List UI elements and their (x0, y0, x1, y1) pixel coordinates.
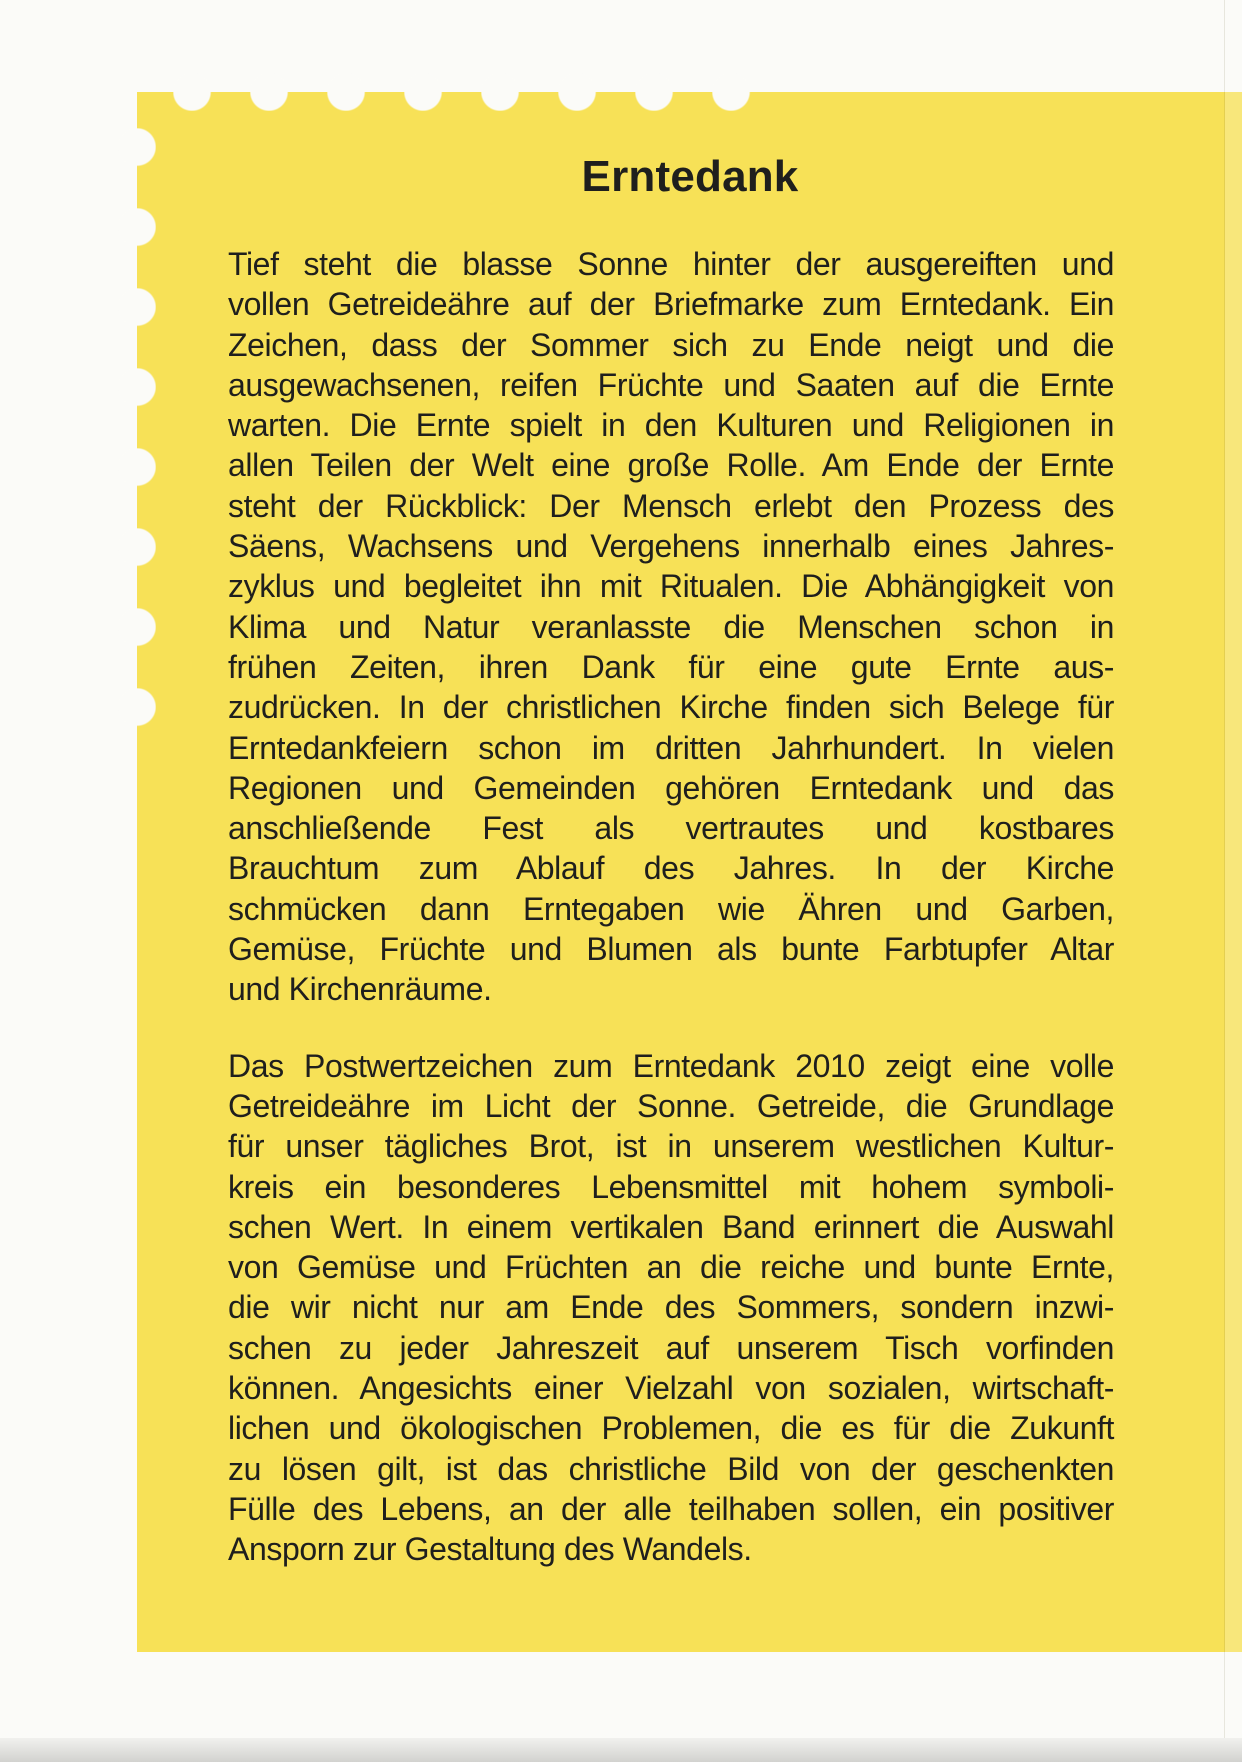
text-line: lichen und ökologischen Problemen, die es für die Zukunft (228, 1410, 1114, 1447)
text-line: allen Teilen der Welt eine große Rolle. Am Ende der Ernte (228, 447, 1114, 484)
text-line: ausgewachsenen, reifen Früchte und Saaten auf die Ernte (228, 366, 1114, 403)
text-line: können. Angesichts einer Vielzahl von sozialen, wirtschaft- (228, 1370, 1114, 1407)
page-edge-line (1224, 0, 1225, 1762)
text-line: Gemüse, Früchte und Blumen als bunte Farbtupfer Altar (228, 931, 1114, 968)
text-line: schen Wert. In einem vertikalen Band erinnert die Auswahl (228, 1208, 1114, 1245)
page-title: Erntedank (581, 152, 799, 201)
text-line: Brauchtum zum Ablauf des Jahres. In der Kirche (228, 850, 1114, 887)
text-line: Erntedankfeiern schon im dritten Jahrhundert. In vielen (228, 729, 1114, 766)
text-line: und Kirchenräume. (228, 971, 492, 1008)
scan-bottom-shade (0, 1738, 1242, 1762)
text-line: Das Postwertzeichen zum Erntedank 2010 zeigt eine volle (228, 1047, 1114, 1084)
text-line: anschließende Fest als vertrautes und kostbares (228, 810, 1114, 847)
text-line: vollen Getreideähre auf der Briefmarke zum Erntedank. Ein (228, 286, 1114, 323)
text-line: warten. Die Ernte spielt in den Kulturen und Religionen in (228, 407, 1114, 444)
paragraph-1 (228, 244, 1114, 1010)
text-line: steht der Rückblick: Der Mensch erlebt den Prozess des (228, 487, 1114, 524)
paragraph-2 (228, 1046, 1114, 1570)
text-line: Ansporn zur Gestaltung des Wandels. (228, 1531, 752, 1568)
body-text (228, 244, 1114, 1570)
text-line: kreis ein besonderes Lebensmittel mit hohem symboli- (228, 1168, 1114, 1205)
stamp-perforation-left (118, 128, 156, 768)
text-line: Tief steht die blasse Sonne hinter der ausgereiften und (228, 246, 1114, 282)
text-line: zyklus und begleitet ihn mit Ritualen. Die Abhängigkeit von (228, 568, 1114, 605)
text-line: zudrücken. In der christlichen Kirche finden sich Belege für (228, 689, 1114, 726)
text-line: Zeichen, dass der Sommer sich zu Ende neigt und die (228, 326, 1114, 363)
text-line: für unser tägliches Brot, ist in unserem westlichen Kultur- (228, 1128, 1114, 1165)
text-line: Regionen und Gemeinden gehören Erntedank und das (228, 769, 1114, 806)
text-line: Säens, Wachsens und Vergehens innerhalb eines Jahres- (228, 528, 1114, 565)
text-line: Klima und Natur veranlasste die Menschen schon in (228, 608, 1114, 645)
text-line: schen zu jeder Jahreszeit auf unserem Tisch vorfinden (228, 1329, 1114, 1366)
text-line: schmücken dann Erntegaben wie Ähren und Garben, (228, 890, 1114, 927)
text-line: frühen Zeiten, ihren Dank für eine gute Ernte aus- (228, 648, 1114, 685)
text-line: zu lösen gilt, ist das christliche Bild von der geschenkten (228, 1450, 1114, 1487)
text-line: Fülle des Lebens, an der alle teilhaben sollen, ein positiver (228, 1490, 1114, 1527)
stamp-perforation-top (173, 73, 789, 111)
text-line: von Gemüse und Früchten an die reiche und bunte Ernte, (228, 1249, 1114, 1286)
text-line: Getreideähre im Licht der Sonne. Getreide, die Grundlage (228, 1087, 1114, 1124)
page-edge-highlight (1225, 92, 1242, 1652)
text-line: die wir nicht nur am Ende des Sommers, sondern inzwi- (228, 1289, 1114, 1326)
